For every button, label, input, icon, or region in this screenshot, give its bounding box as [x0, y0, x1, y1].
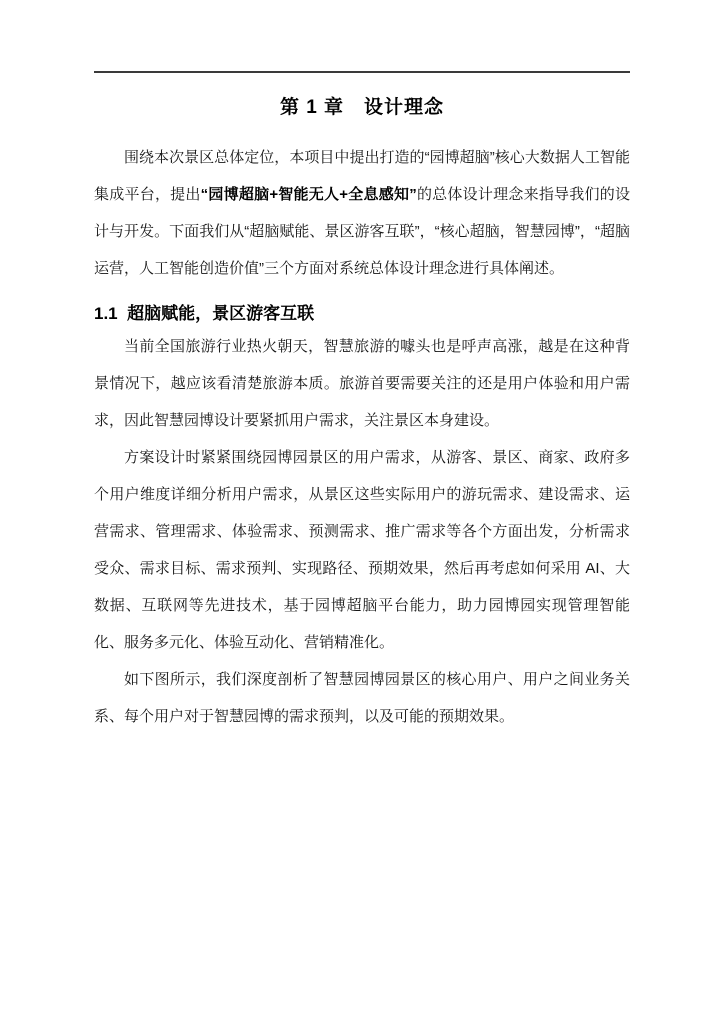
section-paragraph-2: 方案设计时紧紧围绕园博园景区的用户需求，从游客、景区、商家、政府多个用户维度详细分析用户需求，从景区这些实际用户的游玩需求、建设需求、运营需求、管理需求、体验需求、预测需求、推广需求等各个方面出发，分析需求受众、需求目标、需求预判、实现路径、预期效果，然后再考虑如何采用 AI、大数据、互联网等先进技术，基于园博超脑平台能力，助力园博园实现管理智能化、服务多元化、体验互动化、营销精准化。 — [94, 449, 630, 651]
section-heading-1-1: 1.1 超脑赋能，景区游客互联 — [94, 304, 315, 323]
intro-segment-1: 围绕本次景区总体定位，本项目中提出打造的“园博超脑”核心大数据人工智能集成平台，提出 — [94, 149, 630, 203]
section-paragraph-1: 当前全国旅游行业热火朝天，智慧旅游的噱头也是呼声高涨，越是在这种背景情况下，越应该看清楚旅游本质。旅游首要需要关注的还是用户体验和用户需求，因此智慧园博设计要紧抓用户需求，关注景区本身建设。 — [94, 338, 630, 429]
intro-segment-2: 的总体设计理念来指导我们的设计与开发。下面我们从“超脑赋能、景区游客互联”，“核心超脑，智慧园博”，“超脑运营，人工智能创造价值”三个方面对系统总体设计理念进行具体阐述。 — [94, 186, 630, 277]
header-rule — [94, 0, 630, 73]
intro-paragraph — [94, 139, 630, 287]
intro-segment-bold: “园博超脑+智能无人+全息感知” — [200, 186, 417, 203]
chapter-title: 第 1 章 设计理念 — [279, 97, 445, 118]
section-paragraph-3: 如下图所示，我们深度剖析了智慧园博园景区的核心用户、用户之间业务关系、每个用户对于智慧园博的需求预判，以及可能的预期效果。 — [94, 671, 630, 725]
